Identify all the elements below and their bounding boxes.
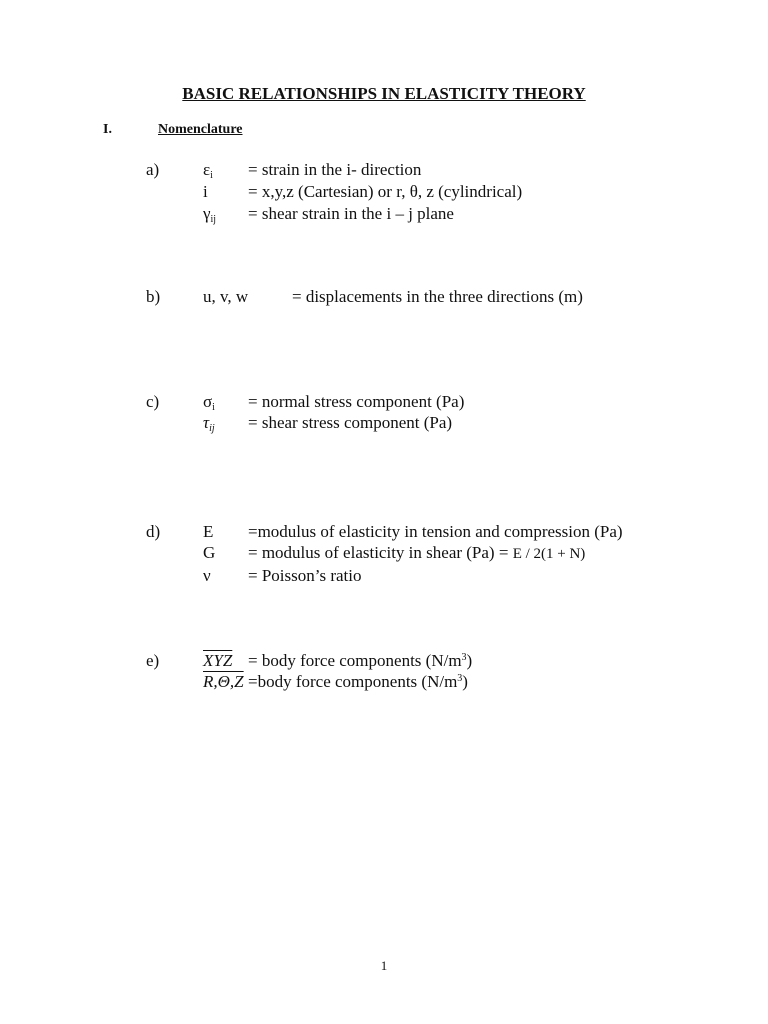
symbol-shear-strain: $\gamma_{ij}$ — [203, 204, 217, 225]
item-label-b: b) — [146, 287, 161, 306]
definition-displacements: = displacements in the three directions (m) — [292, 287, 583, 306]
symbol-shear-stress: $\tau_{ij}$ — [203, 413, 215, 434]
symbol-displacements: u, v, w — [203, 287, 249, 306]
section-name: Nomenclature — [158, 122, 243, 137]
symbol-body-force-cylindrical: R,Θ,Z — [203, 672, 244, 691]
item-label-c: c) — [146, 392, 160, 411]
symbol-poisson: ν — [203, 566, 211, 585]
item-label-d: d) — [146, 522, 161, 541]
section-number: I. — [103, 122, 112, 137]
document-title: BASIC RELATIONSHIPS IN ELASTICITY THEORY — [182, 84, 586, 103]
definition-normal-stress: = normal stress component (Pa) — [248, 392, 465, 411]
definition-shear-stress: = shear stress component (Pa) — [248, 413, 453, 432]
item-label-e: e) — [146, 651, 160, 670]
symbol-index: i — [203, 182, 208, 201]
definition-poisson: = Poisson’s ratio — [248, 566, 362, 585]
definition-body-force-cartesian: = body force components $(N/m^3)$ — [248, 651, 473, 670]
symbol-normal-stress: $\sigma_i$ — [203, 392, 215, 413]
symbol-strain: $\varepsilon_i$ — [203, 160, 213, 181]
definition-index: = x,y,z (Cartesian) or r, θ, z (cylindrical) — [248, 182, 523, 201]
modulus-g-equation: E / 2(1 + N) — [512, 546, 586, 562]
definition-shear-strain: = shear strain in the i – j plane — [248, 204, 454, 223]
definition-modulus-e: =modulus of elasticity in tension and compression (Pa) — [248, 522, 623, 541]
symbol-modulus-e: E — [203, 522, 214, 541]
definition-body-force-cylindrical: =body force components $(N/m^3)$ — [248, 672, 468, 691]
definition-modulus-g: = modulus of elasticity in shear (Pa) = E / 2(1 + N) — [248, 543, 586, 562]
page-number: 1 — [380, 958, 388, 973]
symbol-body-force-cartesian: $\overline{XYZ}$ — [203, 651, 233, 670]
item-label-a: a) — [146, 160, 160, 179]
definition-strain: = strain in the i- direction — [248, 160, 422, 179]
symbol-modulus-g: G — [203, 543, 216, 562]
